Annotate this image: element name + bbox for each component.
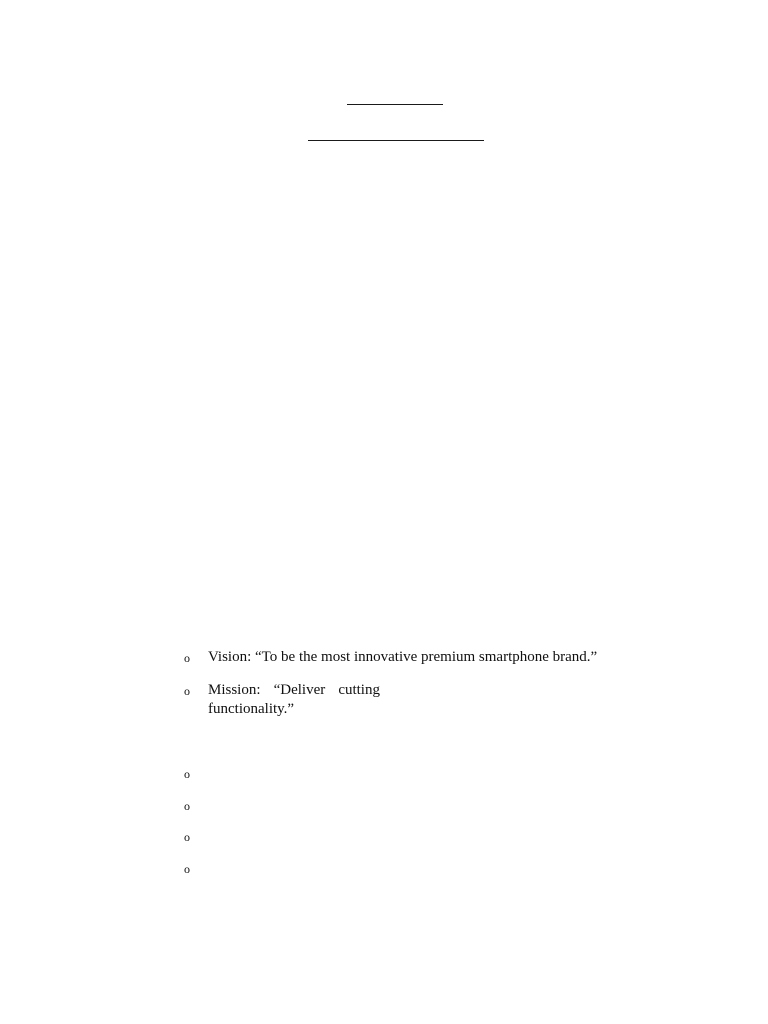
mission-text-line-2: functionality.” — [208, 701, 295, 717]
empty-bullet: o — [184, 798, 190, 813]
list-item-mission — [184, 681, 624, 719]
mission-word: Mission: — [208, 682, 261, 698]
bullet-marker: o — [184, 651, 190, 665]
vision-mission-list — [184, 648, 624, 719]
empty-bullet-list — [184, 764, 190, 890]
list-item-vision — [184, 648, 624, 667]
empty-bullet: o — [184, 767, 190, 781]
empty-bullet: o — [184, 830, 190, 844]
heading-underline-2 — [308, 140, 484, 141]
vision-text: Vision: “To be the most innovative premium smartphone brand.” — [208, 649, 598, 665]
bullet-marker: o — [184, 684, 190, 698]
heading-underline-1 — [347, 104, 443, 105]
mission-text-line-1 — [208, 681, 380, 700]
mission-word: “Deliver — [273, 682, 326, 698]
empty-bullet: o — [184, 861, 190, 876]
mission-word: cutting — [338, 682, 380, 698]
